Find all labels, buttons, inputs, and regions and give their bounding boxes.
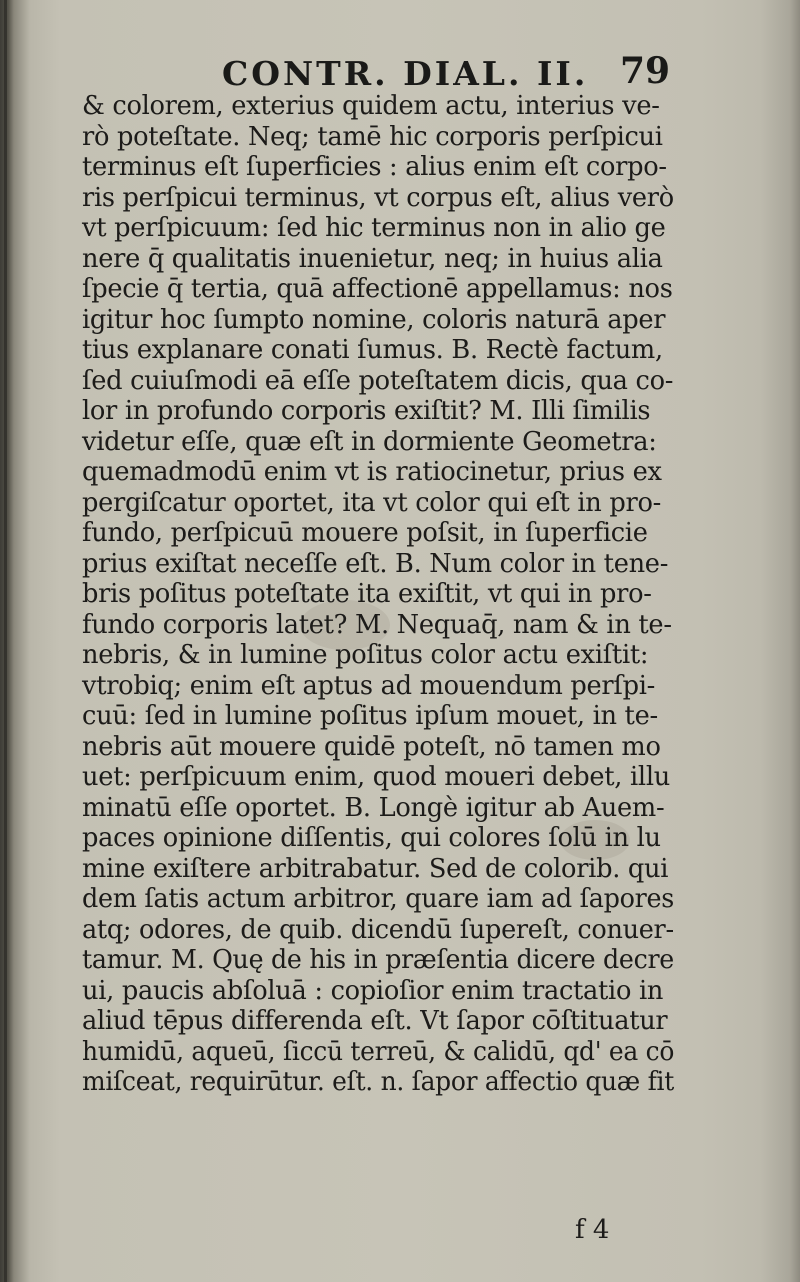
text-line: fundo corporis latet? M. Nequaq̄, nam & in te-	[82, 609, 672, 640]
page-number: 79	[620, 50, 671, 92]
text-line: terminus eſt ſuperficies : alius enim eſt corpo-	[82, 152, 667, 182]
text-line: vt perſpicuum: ſed hic terminus non in alio ge	[82, 213, 666, 243]
text-line: igitur hoc ſumpto nomine, coloris naturā aper	[82, 304, 666, 335]
binding-gutter-shadow	[4, 0, 7, 1282]
text-line: fundo, perſpicuū mouere poſsit, in ſuperficie	[82, 518, 648, 548]
text-line: & colorem, exterius quidem actu, interius ve-	[82, 91, 660, 121]
text-line: miſceat, requirūtur. eſt. n. ſapor affectio quæ fit	[82, 1067, 674, 1097]
text-line: tius explanare conati ſumus. B. Rectè factum,	[82, 335, 663, 365]
text-line: lor in profundo corporis exiſtit? M. Illi ſimilis	[82, 396, 651, 426]
text-line: cuū: ſed in lumine poſitus ipſum mouet, in te-	[82, 701, 658, 731]
text-line: bris poſitus poteſtate ita exiſtit, vt qui in pro-	[82, 579, 652, 609]
text-line: vtrobiq; enim eſt aptus ad mouendum perſpi-	[82, 670, 655, 701]
text-line: ſpecie q̄ tertia, quā affectionē appellamus: nos	[82, 274, 673, 304]
text-line: ris perſpicui terminus, vt corpus eſt, alius verò	[82, 182, 674, 213]
text-line: humidū, aqueū, ſiccū terreū, & calidū, qd' ea cō	[82, 1036, 675, 1067]
text-line: videtur eſſe, quæ eſt in dormiente Geometra:	[82, 426, 657, 457]
text-line: uet: perſpicuum enim, quod moueri debet, illu	[82, 762, 670, 792]
text-line: nebris, & in lumine poſitus color actu exiſtit:	[82, 640, 649, 670]
text-line: prius exiſtat neceſſe eſt. B. Num color in tene-	[82, 548, 669, 579]
text-line: dem ſatis actum arbitror, quare iam ad ſapores	[82, 884, 675, 914]
text-line: paces opinione diſſentis, qui colores ſolū in lu	[82, 823, 661, 853]
text-line: tamur. M. Quę de his in præſentia dicere decre	[82, 945, 675, 975]
text-line: rò poteſtate. Neq; tamē hic corporis perſpicui	[82, 121, 663, 152]
text-line: quemadmodū enim vt is ratiocinetur, prius ex	[82, 457, 662, 487]
signature-mark: f 4	[575, 1215, 610, 1245]
text-line: aliud tēpus differenda eſt. Vt ſapor cōſtituatur	[82, 1006, 668, 1036]
text-line: atq; odores, de quib. dicendū ſupereſt, conuer-	[82, 914, 674, 945]
text-line: minatū eſſe oportet. B. Longè igitur ab Auem-	[82, 792, 665, 823]
text-line: nere q̄ qualitatis inuenietur, neq; in huius alia	[82, 243, 663, 274]
main-text-block	[82, 91, 682, 1098]
text-line: ſed cuiuſmodi eā eſſe poteſtatem dicis, qua co-	[82, 365, 674, 396]
running-head: CONTR. DIAL. II.	[222, 54, 589, 93]
text-line: mine exiſtere arbitrabatur. Sed de colorib. qui	[82, 853, 669, 884]
text-line: nebris aūt mouere quidē poteſt, nō tamen mo	[82, 731, 661, 762]
text-line: ui, paucis abſoluā : copioſior enim tractatio in	[82, 975, 664, 1006]
text-line: pergiſcatur oportet, ita vt color qui eſt in pro-	[82, 487, 662, 518]
